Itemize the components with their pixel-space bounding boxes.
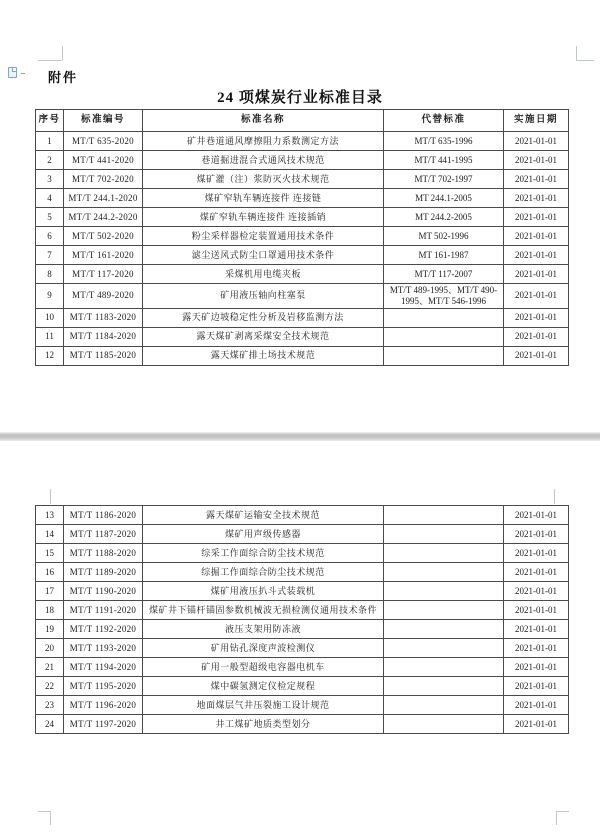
table-row xyxy=(36,544,569,563)
cell-seq: 10 xyxy=(36,308,64,327)
cell-standard-code: MT/T 502-2020 xyxy=(64,227,143,246)
table-row xyxy=(36,658,569,677)
table-row xyxy=(36,265,569,284)
cell-impl-date: 2021-01-01 xyxy=(504,346,569,365)
cell-impl-date: 2021-01-01 xyxy=(504,208,569,227)
cell-standard-name: 煤矿窄轨车辆连接件 连接链 xyxy=(143,189,384,208)
cell-seq: 24 xyxy=(36,715,64,734)
crop-mark-top-right-h xyxy=(576,60,594,61)
crop-mark-p2-top-left-v xyxy=(50,489,51,504)
table-row xyxy=(36,308,569,327)
cell-replaced-standard xyxy=(384,308,504,327)
cell-standard-code: MT/T 1188-2020 xyxy=(64,544,143,563)
cell-standard-name: 综掘工作面综合防尘技术规范 xyxy=(143,563,384,582)
cell-impl-date: 2021-01-01 xyxy=(504,715,569,734)
cell-replaced-standard xyxy=(384,658,504,677)
cell-standard-name: 露天煤矿剥离采煤安全技术规范 xyxy=(143,327,384,346)
cell-standard-name: 采煤机用电缆夹板 xyxy=(143,265,384,284)
cell-replaced-standard xyxy=(384,544,504,563)
cell-impl-date: 2021-01-01 xyxy=(504,658,569,677)
cell-standard-name: 煤中碳氢测定仪检定规程 xyxy=(143,677,384,696)
standards-table-page1 xyxy=(35,109,569,366)
cell-replaced-standard xyxy=(384,639,504,658)
cell-standard-code: MT/T 441-2020 xyxy=(64,151,143,170)
cell-impl-date: 2021-01-01 xyxy=(504,696,569,715)
page-2 xyxy=(0,441,600,837)
cell-standard-name: 露天煤矿排土场技术规范 xyxy=(143,346,384,365)
cell-standard-name: 滤尘送风式防尘口罩通用技术条件 xyxy=(143,246,384,265)
standards-table-page2 xyxy=(35,505,569,734)
header-seq: 序号 xyxy=(36,110,64,132)
cell-replaced-standard: MT/T 702-1997 xyxy=(384,170,504,189)
cell-standard-code: MT/T 1197-2020 xyxy=(64,715,143,734)
cell-standard-code: MT/T 635-2020 xyxy=(64,132,143,151)
cell-impl-date: 2021-01-01 xyxy=(504,544,569,563)
table-row xyxy=(36,696,569,715)
cell-seq: 9 xyxy=(36,284,64,309)
cell-standard-name: 矿用钻孔深度声波检测仪 xyxy=(143,639,384,658)
table-row xyxy=(36,677,569,696)
cell-replaced-standard xyxy=(384,696,504,715)
crop-mark-p2-top-right-v xyxy=(554,489,555,504)
cell-impl-date: 2021-01-01 xyxy=(504,284,569,309)
cell-impl-date: 2021-01-01 xyxy=(504,525,569,544)
cell-seq: 2 xyxy=(36,151,64,170)
table-row xyxy=(36,346,569,365)
cell-seq: 23 xyxy=(36,696,64,715)
cell-replaced-standard xyxy=(384,525,504,544)
cell-standard-name: 煤矿用液压扒斗式装载机 xyxy=(143,582,384,601)
cell-seq: 14 xyxy=(36,525,64,544)
table-row xyxy=(36,189,569,208)
cell-impl-date: 2021-01-01 xyxy=(504,620,569,639)
cell-standard-name: 液压支架用防冻液 xyxy=(143,620,384,639)
cell-replaced-standard xyxy=(384,620,504,639)
cell-standard-code: MT/T 702-2020 xyxy=(64,170,143,189)
header-replaced-standard: 代替标准 xyxy=(384,110,504,132)
cell-replaced-standard xyxy=(384,346,504,365)
cell-standard-code: MT/T 161-2020 xyxy=(64,246,143,265)
cell-seq: 13 xyxy=(36,506,64,525)
header-impl-date: 实施日期 xyxy=(504,110,569,132)
cell-seq: 19 xyxy=(36,620,64,639)
cell-seq: 20 xyxy=(36,639,64,658)
cell-impl-date: 2021-01-01 xyxy=(504,582,569,601)
table-row xyxy=(36,132,569,151)
cell-replaced-standard: MT/T 635-1996 xyxy=(384,132,504,151)
cell-impl-date: 2021-01-01 xyxy=(504,170,569,189)
cell-seq: 4 xyxy=(36,189,64,208)
cell-impl-date: 2021-01-01 xyxy=(504,677,569,696)
attachment-label: 附件 xyxy=(48,70,79,85)
cell-standard-code: MT/T 117-2020 xyxy=(64,265,143,284)
cell-standard-code: MT/T 244.2-2020 xyxy=(64,208,143,227)
table-row xyxy=(36,227,569,246)
table-row xyxy=(36,327,569,346)
header-standard-name: 标准名称 xyxy=(143,110,384,132)
cell-standard-code: MT/T 1185-2020 xyxy=(64,346,143,365)
cell-standard-code: MT/T 1192-2020 xyxy=(64,620,143,639)
table-row xyxy=(36,246,569,265)
table-row xyxy=(36,563,569,582)
cell-replaced-standard xyxy=(384,677,504,696)
cell-standard-code: MT/T 1187-2020 xyxy=(64,525,143,544)
cell-standard-code: MT/T 1183-2020 xyxy=(64,308,143,327)
cell-standard-name: 矿井巷道通风摩擦阻力系数测定方法 xyxy=(143,132,384,151)
cell-replaced-standard xyxy=(384,327,504,346)
cell-standard-code: MT/T 1193-2020 xyxy=(64,639,143,658)
table-row xyxy=(36,582,569,601)
cell-standard-code: MT/T 489-2020 xyxy=(64,284,143,309)
cell-seq: 15 xyxy=(36,544,64,563)
cell-replaced-standard: MT 244.1-2005 xyxy=(384,189,504,208)
table-row xyxy=(36,620,569,639)
cell-standard-name: 地面煤层气井压裂施工设计规范 xyxy=(143,696,384,715)
cell-seq: 22 xyxy=(36,677,64,696)
cell-replaced-standard: MT/T 489-1995、MT/T 490-1995、MT/T 546-1996 xyxy=(384,284,504,309)
crop-mark-bottom-right-h xyxy=(556,811,569,812)
cell-seq: 3 xyxy=(36,170,64,189)
cell-replaced-standard: MT/T 441-1995 xyxy=(384,151,504,170)
cell-standard-code: MT/T 1196-2020 xyxy=(64,696,143,715)
cell-replaced-standard xyxy=(384,563,504,582)
header-standard-code: 标准编号 xyxy=(64,110,143,132)
table-header-row xyxy=(36,110,569,132)
crop-mark-top-left-h xyxy=(38,60,62,61)
table-row xyxy=(36,639,569,658)
cell-standard-code: MT/T 1189-2020 xyxy=(64,563,143,582)
table-row xyxy=(36,170,569,189)
standards-table-body-page1 xyxy=(36,132,569,366)
cell-seq: 5 xyxy=(36,208,64,227)
cell-replaced-standard xyxy=(384,715,504,734)
cell-seq: 16 xyxy=(36,563,64,582)
cell-standard-name: 煤矿灌（注）浆防灭火技术规范 xyxy=(143,170,384,189)
cell-standard-name: 矿用一般型超级电容器电机车 xyxy=(143,658,384,677)
cell-standard-name: 煤矿用声级传感器 xyxy=(143,525,384,544)
cell-standard-name: 煤矿窄轨车辆连接件 连接插销 xyxy=(143,208,384,227)
cell-impl-date: 2021-01-01 xyxy=(504,227,569,246)
document-title: 24 项煤炭行业标准目录 xyxy=(217,90,383,106)
cell-impl-date: 2021-01-01 xyxy=(504,601,569,620)
cell-replaced-standard: MT 161-1987 xyxy=(384,246,504,265)
cell-standard-code: MT/T 1191-2020 xyxy=(64,601,143,620)
cell-standard-name: 煤矿井下锚杆锚固参数机械波无损检测仪通用技术条件 xyxy=(143,601,384,620)
table-row xyxy=(36,601,569,620)
cell-standard-code: MT/T 1184-2020 xyxy=(64,327,143,346)
cell-impl-date: 2021-01-01 xyxy=(504,132,569,151)
cell-seq: 21 xyxy=(36,658,64,677)
cell-impl-date: 2021-01-01 xyxy=(504,189,569,208)
crop-mark-bottom-right-v xyxy=(556,811,557,825)
margin-dash xyxy=(21,73,25,74)
cell-standard-code: MT/T 1195-2020 xyxy=(64,677,143,696)
cell-seq: 11 xyxy=(36,327,64,346)
cell-seq: 17 xyxy=(36,582,64,601)
cell-impl-date: 2021-01-01 xyxy=(504,151,569,170)
cell-replaced-standard: MT 244.2-2005 xyxy=(384,208,504,227)
cell-impl-date: 2021-01-01 xyxy=(504,265,569,284)
crop-mark-top-right-v xyxy=(576,46,577,60)
table-row xyxy=(36,525,569,544)
cell-seq: 6 xyxy=(36,227,64,246)
cell-replaced-standard: MT/T 117-2007 xyxy=(384,265,504,284)
cell-standard-name: 巷道掘进混合式通风技术规范 xyxy=(143,151,384,170)
cell-seq: 18 xyxy=(36,601,64,620)
cell-standard-name: 矿用液压轴向柱塞泵 xyxy=(143,284,384,309)
cell-impl-date: 2021-01-01 xyxy=(504,308,569,327)
cell-seq: 1 xyxy=(36,132,64,151)
cell-impl-date: 2021-01-01 xyxy=(504,327,569,346)
cell-impl-date: 2021-01-01 xyxy=(504,246,569,265)
cell-seq: 12 xyxy=(36,346,64,365)
cell-replaced-standard xyxy=(384,506,504,525)
cell-standard-name: 综采工作面综合防尘技术规范 xyxy=(143,544,384,563)
crop-mark-bottom-left-v xyxy=(50,811,51,825)
cell-impl-date: 2021-01-01 xyxy=(504,506,569,525)
attachment-file-icon xyxy=(8,67,17,78)
cell-replaced-standard: MT 502-1996 xyxy=(384,227,504,246)
table-row xyxy=(36,208,569,227)
cell-standard-name: 井工煤矿地质类型划分 xyxy=(143,715,384,734)
cell-replaced-standard xyxy=(384,582,504,601)
cell-seq: 7 xyxy=(36,246,64,265)
table-row xyxy=(36,284,569,309)
cell-standard-name: 粉尘采样器检定装置通用技术条件 xyxy=(143,227,384,246)
cell-replaced-standard xyxy=(384,601,504,620)
table-row xyxy=(36,715,569,734)
crop-mark-top-left-v xyxy=(62,46,63,60)
cell-impl-date: 2021-01-01 xyxy=(504,563,569,582)
cell-seq: 8 xyxy=(36,265,64,284)
cell-standard-code: MT/T 1190-2020 xyxy=(64,582,143,601)
cell-standard-name: 露天矿边坡稳定性分析及岩移监测方法 xyxy=(143,308,384,327)
table-row xyxy=(36,151,569,170)
cell-standard-code: MT/T 244.1-2020 xyxy=(64,189,143,208)
cell-impl-date: 2021-01-01 xyxy=(504,639,569,658)
table-row xyxy=(36,506,569,525)
page-separator xyxy=(0,432,600,441)
cell-standard-name: 露天煤矿运输安全技术规范 xyxy=(143,506,384,525)
cell-standard-code: MT/T 1186-2020 xyxy=(64,506,143,525)
cell-standard-code: MT/T 1194-2020 xyxy=(64,658,143,677)
standards-table-body-page2 xyxy=(36,506,569,734)
